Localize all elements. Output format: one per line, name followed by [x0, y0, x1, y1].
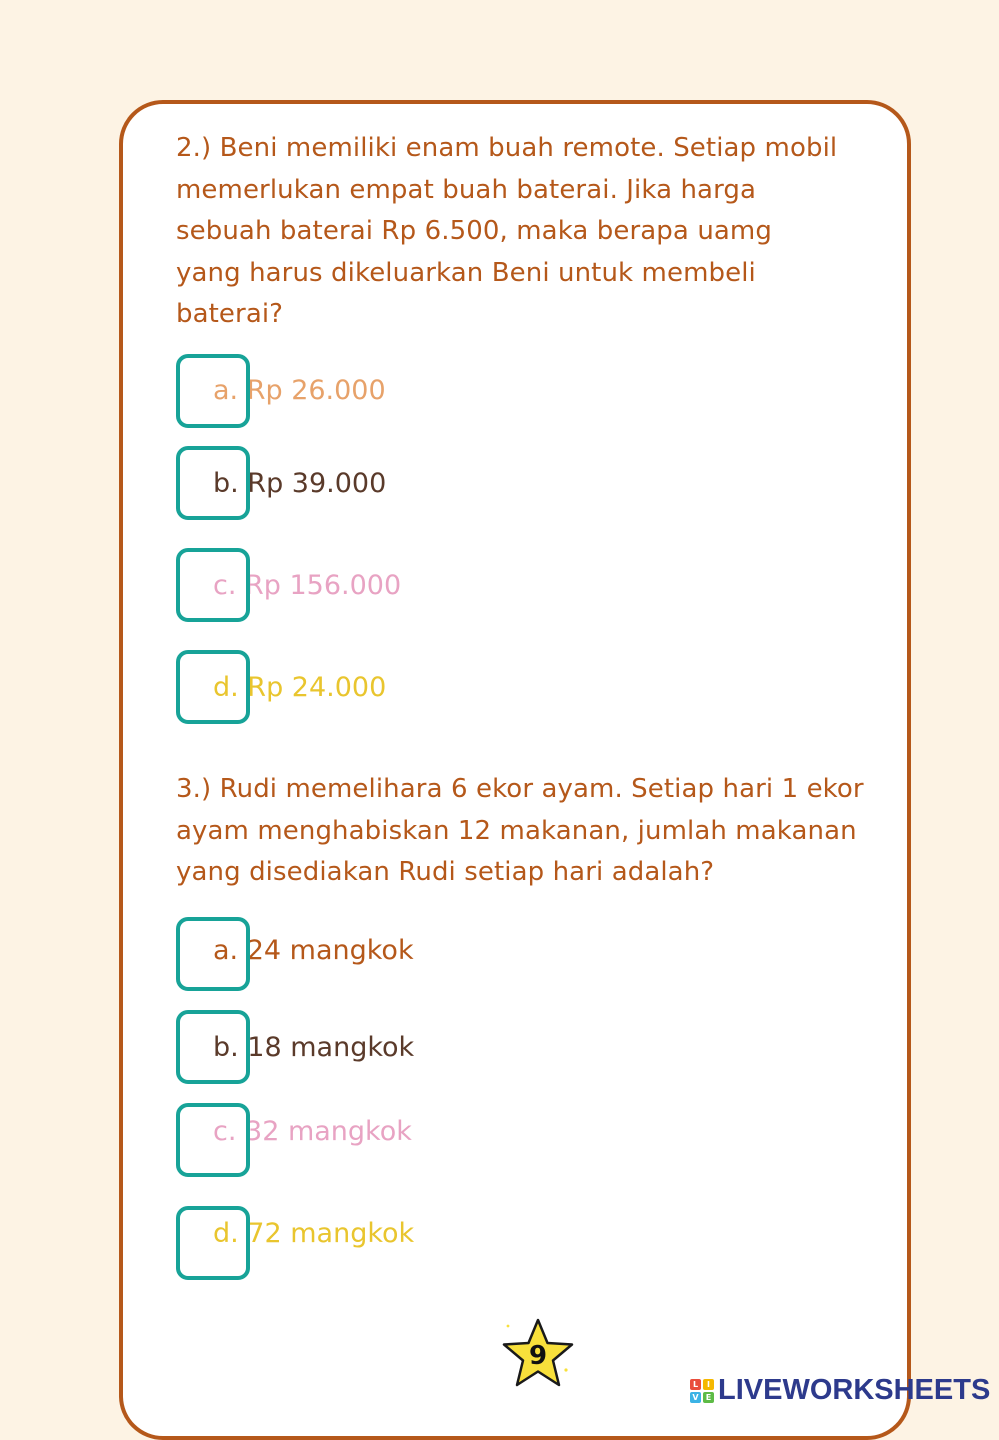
- q2-option-b-checkbox[interactable]: [176, 446, 250, 520]
- page-number-badge: [500, 1316, 576, 1392]
- q3-option-a-checkbox[interactable]: [176, 917, 250, 991]
- q2-option-a: [176, 354, 676, 426]
- q3-option-d-checkbox[interactable]: [176, 1206, 250, 1280]
- q3-option-c-label: c. 32 mangkok: [213, 1116, 412, 1147]
- brand-name: LIVEWORKSHEETS: [718, 1374, 991, 1406]
- q2-option-a-checkbox[interactable]: [176, 354, 250, 428]
- q3-option-a: [176, 917, 676, 989]
- q3-option-d: [176, 1206, 676, 1278]
- q3-option-a-label: a. 24 mangkok: [213, 935, 414, 966]
- q2-option-b: [176, 446, 676, 518]
- brand-logo: [690, 1374, 990, 1407]
- q3-option-c-checkbox[interactable]: [176, 1103, 250, 1177]
- q2-option-d: [176, 650, 676, 722]
- q3-option-b-checkbox[interactable]: [176, 1010, 250, 1084]
- q3-option-d-label: d. 72 mangkok: [213, 1218, 415, 1249]
- brand-logo-icon: L I V E: [690, 1379, 714, 1403]
- q2-option-c-label: c. Rp 156.000: [213, 570, 402, 601]
- q2-option-b-label: b. Rp 39.000: [213, 468, 387, 499]
- q3-option-b: [176, 1010, 676, 1082]
- page-number: 9: [528, 1341, 548, 1371]
- q3-option-b-label: b. 18 mangkok: [213, 1032, 415, 1063]
- q2-option-a-label: a. Rp 26.000: [213, 375, 386, 406]
- q3-option-c: [176, 1103, 676, 1175]
- question-2-text: 2.) Beni memiliki enam buah remote. Setiap mobil memerlukan empat buah baterai. Jika harga sebuah baterai Rp 6.500, maka berapa uamg yang harus dikeluarkan Beni untuk membeli baterai?: [176, 133, 838, 329]
- q2-option-c: [176, 548, 676, 620]
- question-3-text: 3.) Rudi memelihara 6 ekor ayam. Setiap hari 1 ekor ayam menghabiskan 12 makanan, jumlah makanan yang disediakan Rudi setiap hari adalah?: [176, 774, 864, 887]
- q2-option-d-checkbox[interactable]: [176, 650, 250, 724]
- q2-option-c-checkbox[interactable]: [176, 548, 250, 622]
- q2-option-d-label: d. Rp 24.000: [213, 672, 387, 703]
